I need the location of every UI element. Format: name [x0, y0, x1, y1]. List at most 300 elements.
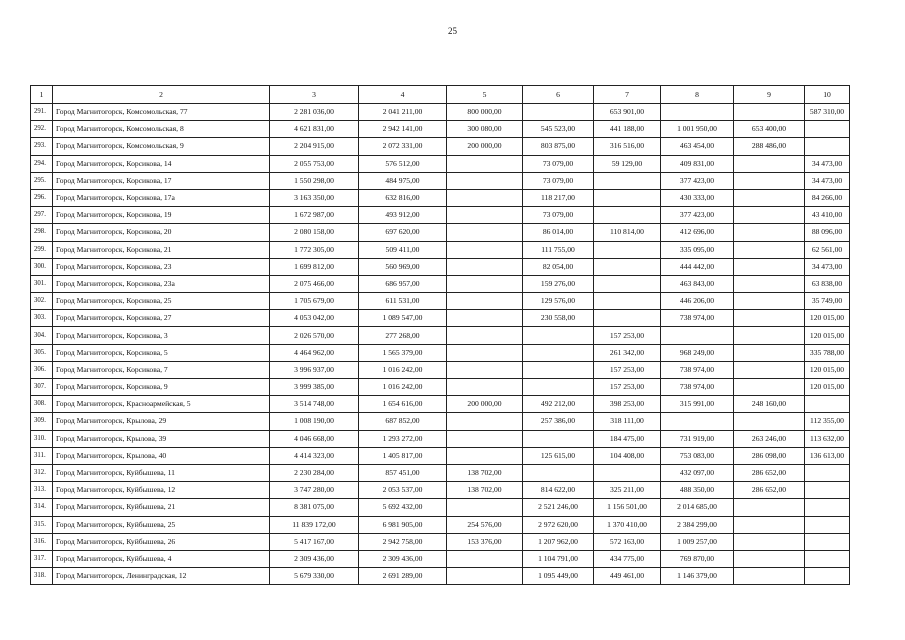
value-cell: 488 350,00: [661, 482, 734, 499]
value-cell: [805, 464, 850, 481]
value-cell: 2 309 436,00: [270, 550, 359, 567]
value-cell: 84 266,00: [805, 189, 850, 206]
value-cell: [805, 550, 850, 567]
value-cell: 1 089 547,00: [359, 310, 447, 327]
address-cell: Город Магнитогорск, Корсикова, 19: [53, 207, 270, 224]
address-cell: Город Магнитогорск, Корсикова, 27: [53, 310, 270, 327]
value-cell: 587 310,00: [805, 104, 850, 121]
header-row: [31, 86, 850, 104]
value-cell: [805, 533, 850, 550]
value-cell: 6 981 905,00: [359, 516, 447, 533]
row-number: 305.: [31, 344, 53, 361]
value-cell: 159 276,00: [523, 275, 594, 292]
value-cell: 73 079,00: [523, 155, 594, 172]
value-cell: 432 097,00: [661, 464, 734, 481]
value-cell: [734, 241, 805, 258]
row-number: 302.: [31, 293, 53, 310]
row-number: 308.: [31, 396, 53, 413]
row-number: 313.: [31, 482, 53, 499]
value-cell: [734, 379, 805, 396]
value-cell: [447, 310, 523, 327]
value-cell: 62 561,00: [805, 241, 850, 258]
table-row: [31, 396, 850, 413]
value-cell: 1 104 791,00: [523, 550, 594, 567]
value-cell: 2 026 570,00: [270, 327, 359, 344]
value-cell: 129 576,00: [523, 293, 594, 310]
value-cell: 315 991,00: [661, 396, 734, 413]
value-cell: [523, 361, 594, 378]
value-cell: [594, 241, 661, 258]
value-cell: [447, 241, 523, 258]
address-cell: Город Магнитогорск, Куйбышева, 11: [53, 464, 270, 481]
value-cell: 968 249,00: [661, 344, 734, 361]
value-cell: 2 942 141,00: [359, 121, 447, 138]
value-cell: 300 080,00: [447, 121, 523, 138]
value-cell: 120 015,00: [805, 327, 850, 344]
value-cell: 3 163 350,00: [270, 189, 359, 206]
value-cell: 43 410,00: [805, 207, 850, 224]
value-cell: [447, 344, 523, 361]
table-row: [31, 310, 850, 327]
value-cell: 430 333,00: [661, 189, 734, 206]
value-cell: 769 870,00: [661, 550, 734, 567]
row-number: 294.: [31, 155, 53, 172]
row-number: 298.: [31, 224, 53, 241]
value-cell: 434 775,00: [594, 550, 661, 567]
value-cell: 2 942 758,00: [359, 533, 447, 550]
table-row: [31, 499, 850, 516]
row-number: 318.: [31, 568, 53, 585]
value-cell: 572 163,00: [594, 533, 661, 550]
row-number: 296.: [31, 189, 53, 206]
value-cell: 113 632,00: [805, 430, 850, 447]
data-table: [30, 85, 850, 585]
value-cell: 1 146 379,00: [661, 568, 734, 585]
value-cell: 4 053 042,00: [270, 310, 359, 327]
value-cell: 11 839 172,00: [270, 516, 359, 533]
value-cell: [594, 172, 661, 189]
value-cell: 157 253,00: [594, 379, 661, 396]
row-number: 306.: [31, 361, 53, 378]
column-header-6: 6: [523, 86, 594, 104]
value-cell: 1 293 272,00: [359, 430, 447, 447]
value-cell: [734, 568, 805, 585]
value-cell: 86 014,00: [523, 224, 594, 241]
value-cell: [447, 293, 523, 310]
table-row: [31, 275, 850, 292]
row-number: 300.: [31, 258, 53, 275]
value-cell: 4 464 962,00: [270, 344, 359, 361]
address-cell: Город Магнитогорск, Ленинградская, 12: [53, 568, 270, 585]
value-cell: 611 531,00: [359, 293, 447, 310]
value-cell: 1 095 449,00: [523, 568, 594, 585]
row-number: 310.: [31, 430, 53, 447]
value-cell: 2 080 158,00: [270, 224, 359, 241]
value-cell: 118 217,00: [523, 189, 594, 206]
value-cell: [734, 189, 805, 206]
value-cell: 277 268,00: [359, 327, 447, 344]
value-cell: 125 615,00: [523, 447, 594, 464]
value-cell: [594, 189, 661, 206]
value-cell: 254 576,00: [447, 516, 523, 533]
address-cell: Город Магнитогорск, Куйбышева, 26: [53, 533, 270, 550]
value-cell: [734, 533, 805, 550]
table-row: [31, 172, 850, 189]
address-cell: Город Магнитогорск, Куйбышева, 21: [53, 499, 270, 516]
value-cell: [447, 568, 523, 585]
value-cell: 288 486,00: [734, 138, 805, 155]
value-cell: [447, 499, 523, 516]
value-cell: [734, 224, 805, 241]
address-cell: Город Магнитогорск, Куйбышева, 25: [53, 516, 270, 533]
value-cell: 5 692 432,00: [359, 499, 447, 516]
value-cell: 803 875,00: [523, 138, 594, 155]
value-cell: 738 974,00: [661, 310, 734, 327]
value-cell: 1 654 616,00: [359, 396, 447, 413]
value-cell: 63 838,00: [805, 275, 850, 292]
table-row: [31, 464, 850, 481]
value-cell: 449 461,00: [594, 568, 661, 585]
address-cell: Город Магнитогорск, Красноармейская, 5: [53, 396, 270, 413]
value-cell: 157 253,00: [594, 361, 661, 378]
value-cell: 1 705 679,00: [270, 293, 359, 310]
address-cell: Город Магнитогорск, Крылова, 40: [53, 447, 270, 464]
row-number: 301.: [31, 275, 53, 292]
value-cell: 263 246,00: [734, 430, 805, 447]
value-cell: [734, 155, 805, 172]
column-header-7: 7: [594, 86, 661, 104]
value-cell: 1 016 242,00: [359, 379, 447, 396]
row-number: 311.: [31, 447, 53, 464]
value-cell: 1 008 190,00: [270, 413, 359, 430]
value-cell: [447, 430, 523, 447]
address-cell: Город Магнитогорск, Корсикова, 7: [53, 361, 270, 378]
row-number: 314.: [31, 499, 53, 516]
address-cell: Город Магнитогорск, Корсикова, 21: [53, 241, 270, 258]
address-cell: Город Магнитогорск, Крылова, 29: [53, 413, 270, 430]
page-number: 25: [448, 26, 457, 36]
value-cell: 2 384 299,00: [661, 516, 734, 533]
row-number: 317.: [31, 550, 53, 567]
value-cell: [594, 293, 661, 310]
value-cell: 1 016 242,00: [359, 361, 447, 378]
value-cell: 120 015,00: [805, 310, 850, 327]
value-cell: 3 514 748,00: [270, 396, 359, 413]
value-cell: 2 281 036,00: [270, 104, 359, 121]
row-number: 309.: [31, 413, 53, 430]
value-cell: 200 000,00: [447, 396, 523, 413]
value-cell: 104 408,00: [594, 447, 661, 464]
row-number: 295.: [31, 172, 53, 189]
address-cell: Город Магнитогорск, Куйбышева, 4: [53, 550, 270, 567]
column-header-2: 2: [53, 86, 270, 104]
address-cell: Город Магнитогорск, Корсикова, 3: [53, 327, 270, 344]
value-cell: [734, 344, 805, 361]
value-cell: 463 454,00: [661, 138, 734, 155]
value-cell: 34 473,00: [805, 172, 850, 189]
value-cell: 800 000,00: [447, 104, 523, 121]
value-cell: 2 055 753,00: [270, 155, 359, 172]
value-cell: 111 755,00: [523, 241, 594, 258]
value-cell: 814 622,00: [523, 482, 594, 499]
value-cell: [594, 464, 661, 481]
value-cell: 286 098,00: [734, 447, 805, 464]
value-cell: 257 386,00: [523, 413, 594, 430]
value-cell: 325 211,00: [594, 482, 661, 499]
address-cell: Город Магнитогорск, Корсикова, 25: [53, 293, 270, 310]
value-cell: 3 996 937,00: [270, 361, 359, 378]
value-cell: 857 451,00: [359, 464, 447, 481]
value-cell: 2 072 331,00: [359, 138, 447, 155]
address-cell: Город Магнитогорск, Корсикова, 14: [53, 155, 270, 172]
value-cell: [447, 172, 523, 189]
value-cell: 686 957,00: [359, 275, 447, 292]
value-cell: [447, 447, 523, 464]
value-cell: 2 041 211,00: [359, 104, 447, 121]
value-cell: [734, 207, 805, 224]
value-cell: 1 405 817,00: [359, 447, 447, 464]
value-cell: 138 702,00: [447, 482, 523, 499]
value-cell: [447, 275, 523, 292]
value-cell: 8 381 075,00: [270, 499, 359, 516]
value-cell: [661, 413, 734, 430]
table-row: [31, 550, 850, 567]
value-cell: 1 370 410,00: [594, 516, 661, 533]
value-cell: 5 417 167,00: [270, 533, 359, 550]
table-row: [31, 189, 850, 206]
value-cell: 1 772 305,00: [270, 241, 359, 258]
row-number: 316.: [31, 533, 53, 550]
column-header-10: 10: [805, 86, 850, 104]
value-cell: [734, 275, 805, 292]
value-cell: 1 699 812,00: [270, 258, 359, 275]
value-cell: 446 206,00: [661, 293, 734, 310]
value-cell: 120 015,00: [805, 379, 850, 396]
address-cell: Город Магнитогорск, Корсикова, 9: [53, 379, 270, 396]
value-cell: [734, 413, 805, 430]
value-cell: 409 831,00: [661, 155, 734, 172]
value-cell: [594, 275, 661, 292]
value-cell: [447, 189, 523, 206]
value-cell: [523, 430, 594, 447]
value-cell: 138 702,00: [447, 464, 523, 481]
row-number: 307.: [31, 379, 53, 396]
table-row: [31, 361, 850, 378]
value-cell: [805, 138, 850, 155]
table-body: [31, 104, 850, 585]
value-cell: [805, 499, 850, 516]
value-cell: 738 974,00: [661, 379, 734, 396]
value-cell: 576 512,00: [359, 155, 447, 172]
value-cell: [661, 327, 734, 344]
table-row: [31, 207, 850, 224]
table-row: [31, 138, 850, 155]
table-row: [31, 413, 850, 430]
address-cell: Город Магнитогорск, Корсикова, 17: [53, 172, 270, 189]
address-cell: Город Магнитогорск, Корсикова, 20: [53, 224, 270, 241]
value-cell: 2 309 436,00: [359, 550, 447, 567]
value-cell: 157 253,00: [594, 327, 661, 344]
column-header-5: 5: [447, 86, 523, 104]
value-cell: 560 969,00: [359, 258, 447, 275]
value-cell: 261 342,00: [594, 344, 661, 361]
value-cell: [734, 104, 805, 121]
value-cell: 73 079,00: [523, 172, 594, 189]
value-cell: 731 919,00: [661, 430, 734, 447]
column-header-8: 8: [661, 86, 734, 104]
table-row: [31, 344, 850, 361]
value-cell: 1 001 950,00: [661, 121, 734, 138]
value-cell: 484 975,00: [359, 172, 447, 189]
address-cell: Город Магнитогорск, Корсикова, 5: [53, 344, 270, 361]
value-cell: 34 473,00: [805, 258, 850, 275]
value-cell: 509 411,00: [359, 241, 447, 258]
value-cell: 110 814,00: [594, 224, 661, 241]
address-cell: Город Магнитогорск, Комсомольская, 9: [53, 138, 270, 155]
row-number: 297.: [31, 207, 53, 224]
value-cell: 753 083,00: [661, 447, 734, 464]
value-cell: [523, 104, 594, 121]
value-cell: 88 096,00: [805, 224, 850, 241]
value-cell: 653 400,00: [734, 121, 805, 138]
value-cell: [734, 550, 805, 567]
address-cell: Город Магнитогорск, Корсикова, 23а: [53, 275, 270, 292]
table-row: [31, 224, 850, 241]
value-cell: [805, 516, 850, 533]
row-number: 299.: [31, 241, 53, 258]
value-cell: 316 516,00: [594, 138, 661, 155]
value-cell: 493 912,00: [359, 207, 447, 224]
value-cell: 153 376,00: [447, 533, 523, 550]
table-row: [31, 533, 850, 550]
value-cell: 73 079,00: [523, 207, 594, 224]
value-cell: 335 095,00: [661, 241, 734, 258]
value-cell: 335 788,00: [805, 344, 850, 361]
value-cell: 398 253,00: [594, 396, 661, 413]
value-cell: 2 053 537,00: [359, 482, 447, 499]
value-cell: [734, 327, 805, 344]
address-cell: Город Магнитогорск, Крылова, 39: [53, 430, 270, 447]
value-cell: 318 111,00: [594, 413, 661, 430]
value-cell: 2 075 466,00: [270, 275, 359, 292]
value-cell: 3 999 385,00: [270, 379, 359, 396]
value-cell: 738 974,00: [661, 361, 734, 378]
table-row: [31, 258, 850, 275]
value-cell: [734, 293, 805, 310]
table-row: [31, 430, 850, 447]
value-cell: 1 009 257,00: [661, 533, 734, 550]
value-cell: 4 046 668,00: [270, 430, 359, 447]
value-cell: 34 473,00: [805, 155, 850, 172]
value-cell: 2 691 289,00: [359, 568, 447, 585]
value-cell: [661, 104, 734, 121]
row-number: 312.: [31, 464, 53, 481]
value-cell: 492 212,00: [523, 396, 594, 413]
value-cell: 412 696,00: [661, 224, 734, 241]
value-cell: 136 613,00: [805, 447, 850, 464]
value-cell: [734, 361, 805, 378]
value-cell: 120 015,00: [805, 361, 850, 378]
value-cell: 184 475,00: [594, 430, 661, 447]
value-cell: [734, 499, 805, 516]
value-cell: [447, 327, 523, 344]
value-cell: 1 550 298,00: [270, 172, 359, 189]
value-cell: 2 521 246,00: [523, 499, 594, 516]
value-cell: [734, 310, 805, 327]
value-cell: [447, 224, 523, 241]
address-cell: Город Магнитогорск, Комсомольская, 77: [53, 104, 270, 121]
value-cell: [805, 396, 850, 413]
table-row: [31, 104, 850, 121]
value-cell: [447, 361, 523, 378]
value-cell: [734, 258, 805, 275]
value-cell: [734, 172, 805, 189]
value-cell: [594, 258, 661, 275]
value-cell: 2 230 284,00: [270, 464, 359, 481]
column-header-4: 4: [359, 86, 447, 104]
value-cell: 3 747 280,00: [270, 482, 359, 499]
value-cell: [805, 121, 850, 138]
row-number: 304.: [31, 327, 53, 344]
value-cell: [523, 379, 594, 396]
value-cell: [805, 482, 850, 499]
address-cell: Город Магнитогорск, Корсикова, 23: [53, 258, 270, 275]
value-cell: [523, 464, 594, 481]
value-cell: 35 749,00: [805, 293, 850, 310]
row-number: 292.: [31, 121, 53, 138]
value-cell: 59 129,00: [594, 155, 661, 172]
table-row: [31, 121, 850, 138]
value-cell: 687 852,00: [359, 413, 447, 430]
value-cell: 248 160,00: [734, 396, 805, 413]
value-cell: [805, 568, 850, 585]
value-cell: 2 204 915,00: [270, 138, 359, 155]
value-cell: 2 972 620,00: [523, 516, 594, 533]
address-cell: Город Магнитогорск, Корсикова, 17а: [53, 189, 270, 206]
value-cell: [594, 310, 661, 327]
table-row: [31, 516, 850, 533]
value-cell: 1 156 501,00: [594, 499, 661, 516]
value-cell: 5 679 330,00: [270, 568, 359, 585]
value-cell: 286 652,00: [734, 464, 805, 481]
value-cell: [523, 327, 594, 344]
value-cell: [523, 344, 594, 361]
table-row: [31, 155, 850, 172]
value-cell: 441 188,00: [594, 121, 661, 138]
column-header-9: 9: [734, 86, 805, 104]
value-cell: 632 816,00: [359, 189, 447, 206]
column-header-3: 3: [270, 86, 359, 104]
value-cell: 4 621 831,00: [270, 121, 359, 138]
value-cell: 230 558,00: [523, 310, 594, 327]
value-cell: 545 523,00: [523, 121, 594, 138]
value-cell: [447, 207, 523, 224]
value-cell: 463 843,00: [661, 275, 734, 292]
table-row: [31, 327, 850, 344]
value-cell: [447, 258, 523, 275]
value-cell: 1 672 987,00: [270, 207, 359, 224]
row-number: 293.: [31, 138, 53, 155]
value-cell: [447, 413, 523, 430]
row-number: 291.: [31, 104, 53, 121]
value-cell: 112 355,00: [805, 413, 850, 430]
value-cell: [447, 155, 523, 172]
value-cell: 1 565 379,00: [359, 344, 447, 361]
row-number: 303.: [31, 310, 53, 327]
value-cell: [447, 379, 523, 396]
table-row: [31, 482, 850, 499]
table-row: [31, 293, 850, 310]
